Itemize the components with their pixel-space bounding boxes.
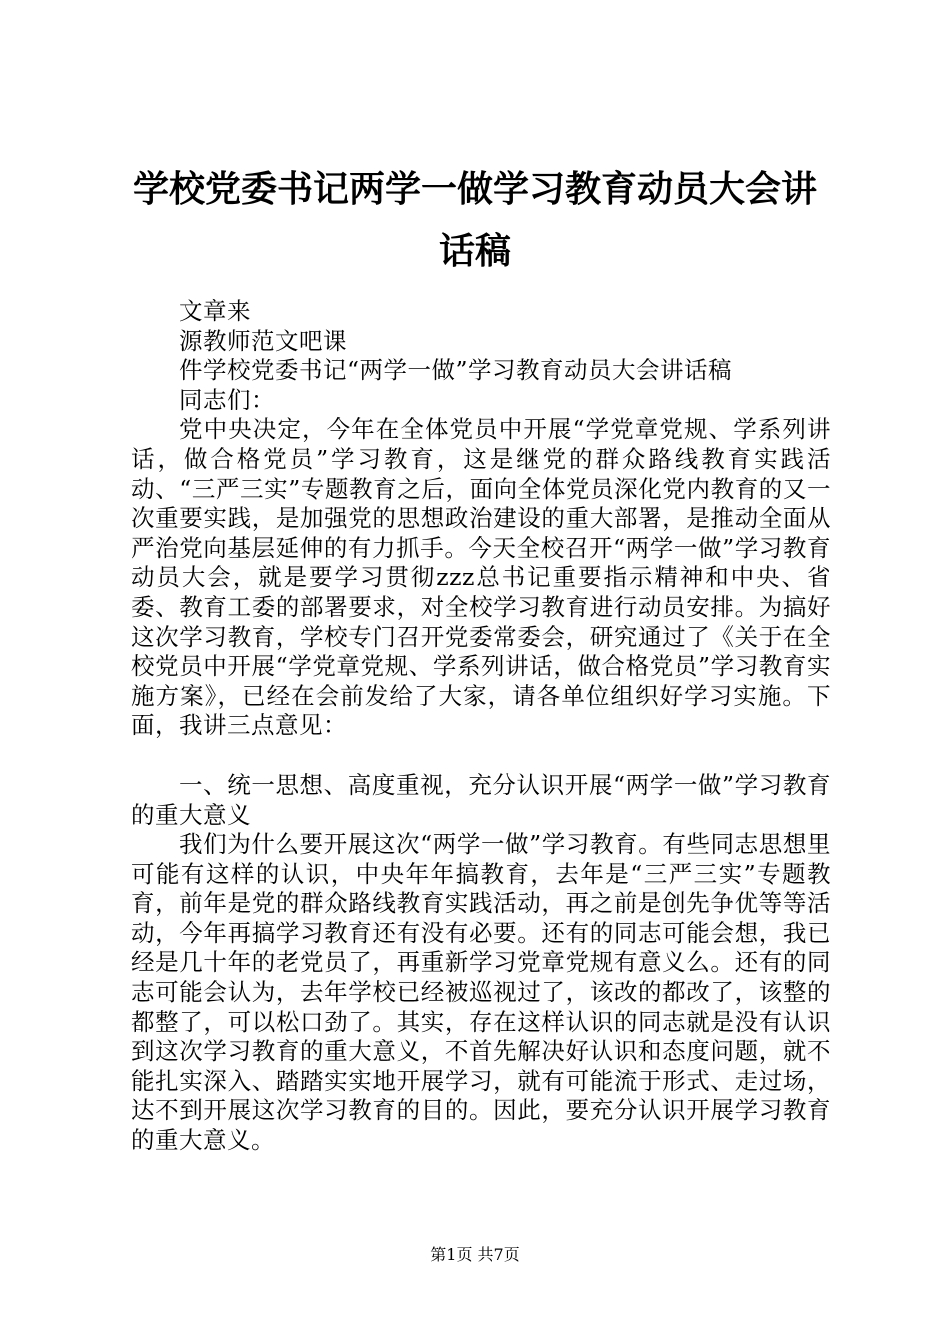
source-line-3: 件学校党委书记“两学一做”学习教育动员大会讲话稿 [179, 356, 733, 385]
source-line-2: 源教师范文吧课 [179, 326, 347, 355]
page-number: 第1页 共7页 [430, 1245, 520, 1264]
section-heading-1: 一、统一思想、高度重视，充分认识开展“两学一做”学习教育的重大意义 [131, 770, 831, 829]
source-line-1: 文章来 [179, 297, 251, 325]
paragraph-section-1: 我们为什么要开展这次“两学一做”学习教育。有些同志思想里可能有这样的认识，中央年年搞教育，去年是“三严三实”专题教育，前年是党的群众路线教育实践活动，再之前是创先争优等等活动，今年再搞学习教育还有没有必要。还有的同志可能会想，我已经是几十年的老党员了，再重新学习党章党规有意义么。还有的同志可能会认为，去年学校已经被巡视过了，该改的都改了，该整的都整了，可以松口劲了。其实，存在这样认识的同志就是没有认识到这次学习教育的重大意义，不首先解决好认识和态度问题，就不能扎实深入、踏踏实实地开展学习，就有可能流于形式、走过场，达不到开展这次学习教育的目的。因此，要充分认识开展学习教育的重大意义。 [131, 830, 831, 1155]
document-body [131, 297, 831, 1156]
salutation: 同志们： [179, 385, 275, 414]
paragraph-intro: 党中央决定，今年在全体党员中开展“学党章党规、学系列讲话，做合格党员”学习教育，这是继党的群众路线教育实践活动、“三严三实”专题教育之后，面向全体党员深化党内教育的又一次重要实践，是加强党的思想政治建设的重大部署，是推动全面从严治党向基层延伸的有力抓手。今天全校召开“两学一做”学习教育动员大会，就是要学习贯彻zzz总书记重要指示精神和中央、省委、教育工委的部署要求，对全校学习教育进行动员安排。为搞好这次学习教育，学校专门召开党委常委会，研究通过了《关于在全校党员中开展“学党章党规、学系列讲话，做合格党员”学习教育实施方案》，已经在会前发给了大家，请各单位组织好学习实施。下面，我讲三点意见： [131, 415, 831, 740]
document-title: 学校党委书记两学一做学习教育动员大会讲话稿 [132, 168, 817, 272]
paragraph-gap [131, 741, 831, 771]
